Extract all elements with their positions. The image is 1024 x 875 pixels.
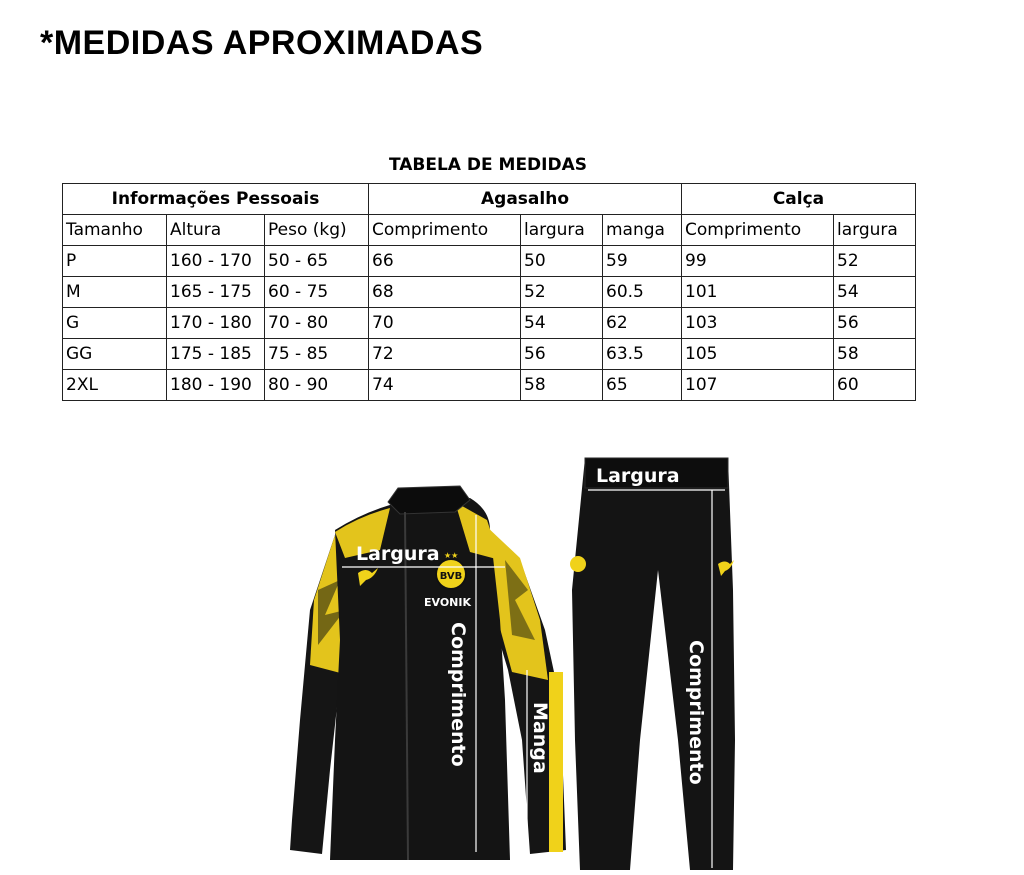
table-cell: 70 xyxy=(369,308,521,339)
table-cell: G xyxy=(63,308,167,339)
jacket-crest-text: BVB xyxy=(439,571,463,582)
column-header-jacket-width: largura xyxy=(521,215,603,246)
table-cell: M xyxy=(63,277,167,308)
table-cell: 175 - 185 xyxy=(167,339,265,370)
table-cell: 80 - 90 xyxy=(265,370,369,401)
table-cell: P xyxy=(63,246,167,277)
pants-body xyxy=(572,458,735,870)
column-header-weight: Peso (kg) xyxy=(265,215,369,246)
table-cell: 60 xyxy=(834,370,916,401)
column-header-jacket-sleeve: manga xyxy=(603,215,682,246)
column-header-size: Tamanho xyxy=(63,215,167,246)
pants-drawing xyxy=(570,458,735,870)
jacket-length-label: Comprimento xyxy=(447,622,469,767)
table-cell: GG xyxy=(63,339,167,370)
group-header-row xyxy=(63,184,916,215)
column-header-pants-length: Comprimento xyxy=(682,215,834,246)
table-cell: 59 xyxy=(603,246,682,277)
table-cell: 65 xyxy=(603,370,682,401)
column-header-row xyxy=(63,215,916,246)
table-cell: 52 xyxy=(834,246,916,277)
table-cell: 60.5 xyxy=(603,277,682,308)
column-header-height: Altura xyxy=(167,215,265,246)
group-header-jacket: Agasalho xyxy=(369,184,682,215)
group-header-pants: Calça xyxy=(682,184,916,215)
table-cell: 62 xyxy=(603,308,682,339)
group-header-personal: Informações Pessoais xyxy=(63,184,369,215)
jacket-star-icon: ★★ xyxy=(444,551,459,560)
jacket-collar xyxy=(388,486,470,514)
table-cell: 68 xyxy=(369,277,521,308)
table-cell: 52 xyxy=(521,277,603,308)
table-cell: 66 xyxy=(369,246,521,277)
table-cell: 54 xyxy=(521,308,603,339)
table-cell: 58 xyxy=(521,370,603,401)
table-cell: 74 xyxy=(369,370,521,401)
table-row xyxy=(63,339,916,370)
column-header-jacket-length: Comprimento xyxy=(369,215,521,246)
table-cell: 72 xyxy=(369,339,521,370)
table-cell: 160 - 170 xyxy=(167,246,265,277)
table-cell: 2XL xyxy=(63,370,167,401)
table-cell: 99 xyxy=(682,246,834,277)
table-cell: 56 xyxy=(834,308,916,339)
garment-illustration xyxy=(0,440,1024,875)
table-cell: 70 - 80 xyxy=(265,308,369,339)
table-cell: 54 xyxy=(834,277,916,308)
pants-crest xyxy=(570,556,586,572)
table-cell: 75 - 85 xyxy=(265,339,369,370)
table-row xyxy=(63,246,916,277)
table-caption: TABELA DE MEDIDAS xyxy=(388,155,588,175)
table-row xyxy=(63,308,916,339)
table-cell: 165 - 175 xyxy=(167,277,265,308)
table-cell: 50 xyxy=(521,246,603,277)
table-cell: 60 - 75 xyxy=(265,277,369,308)
jacket-width-label: Largura xyxy=(356,543,440,565)
table-cell: 63.5 xyxy=(603,339,682,370)
jacket-drawing xyxy=(290,486,566,860)
page-title: *MEDIDAS APROXIMADAS xyxy=(40,24,484,62)
size-table xyxy=(62,183,916,401)
table-cell: 180 - 190 xyxy=(167,370,265,401)
table-cell: 170 - 180 xyxy=(167,308,265,339)
table-cell: 103 xyxy=(682,308,834,339)
jacket-sleeve-label: Manga xyxy=(529,702,551,774)
table-row xyxy=(63,277,916,308)
table-row xyxy=(63,370,916,401)
column-header-pants-width: largura xyxy=(834,215,916,246)
table-cell: 58 xyxy=(834,339,916,370)
table-cell: 105 xyxy=(682,339,834,370)
table-cell: 101 xyxy=(682,277,834,308)
pants-length-label: Comprimento xyxy=(685,640,707,785)
table-cell: 56 xyxy=(521,339,603,370)
table-cell: 50 - 65 xyxy=(265,246,369,277)
jacket-sponsor-text: EVONIK xyxy=(424,596,472,609)
table-cell: 107 xyxy=(682,370,834,401)
pants-width-label: Largura xyxy=(596,465,680,487)
